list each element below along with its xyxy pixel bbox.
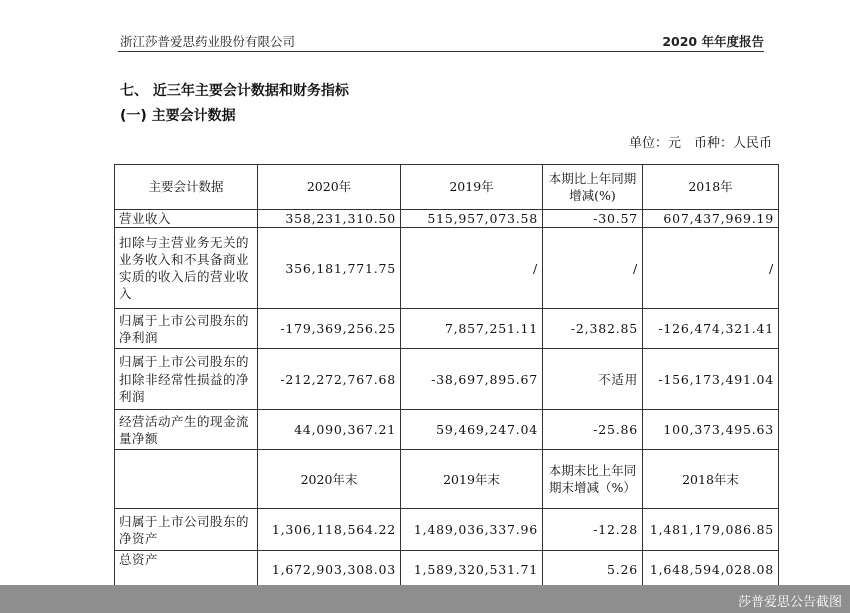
row-label: 归属于上市公司股东的扣除非经常性损益的净利润 (115, 349, 258, 410)
table-cell: 358,231,310.50 (258, 210, 401, 228)
row-label: 归属于上市公司股东的净资产 (115, 509, 258, 551)
table-cell: 59,469,247.04 (401, 410, 543, 450)
table-cell: / (643, 228, 779, 309)
watermark-bar (0, 585, 850, 613)
table-cell: 1,589,320,531.71 (401, 551, 543, 589)
page-header (118, 30, 764, 52)
unit-line: 单位：元 币种：人民币 (628, 136, 772, 151)
table-row (115, 309, 779, 349)
table-cell: -212,272,767.68 (258, 349, 401, 410)
table-cell: 1,481,179,086.85 (643, 509, 779, 551)
table-row (115, 551, 779, 589)
table-row (115, 410, 779, 450)
table-cell: -2,382.85 (543, 309, 643, 349)
table-row (115, 349, 779, 410)
table-cell: / (543, 228, 643, 309)
table-header-row (115, 165, 779, 210)
table-cell: -12.28 (543, 509, 643, 551)
column-header: 2018年末 (643, 450, 779, 509)
accounting-data-table (114, 164, 779, 589)
table-cell: -25.86 (543, 410, 643, 450)
row-label: 总资产 (115, 551, 258, 589)
column-header: 2020年末 (258, 450, 401, 509)
column-header: 本期末比上年同期末增减（%） (543, 450, 643, 509)
table-cell: 5.26 (543, 551, 643, 589)
table-cell: -156,173,491.04 (643, 349, 779, 410)
column-header: 主要会计数据 (115, 165, 258, 210)
column-header: 2020年 (258, 165, 401, 210)
table-cell: 不适用 (543, 349, 643, 410)
column-header: 2018年 (643, 165, 779, 210)
table-cell: 7,857,251.11 (401, 309, 543, 349)
row-label: 经营活动产生的现金流量净额 (115, 410, 258, 450)
table-row (115, 228, 779, 309)
table-cell: 607,437,969.19 (643, 210, 779, 228)
company-name: 浙江莎普爱思药业股份有限公司 (120, 34, 296, 49)
table-cell: 1,648,594,028.08 (643, 551, 779, 589)
table-cell: 100,373,495.63 (643, 410, 779, 450)
table-cell: 515,957,073.58 (401, 210, 543, 228)
table-cell: -126,474,321.41 (643, 309, 779, 349)
table-cell: 1,672,903,308.03 (258, 551, 401, 589)
watermark-text: 莎普爱思公告截图 (737, 595, 842, 610)
column-header (115, 450, 258, 509)
report-title: 2020 年年度报告 (662, 34, 764, 49)
table-cell: 1,306,118,564.22 (258, 509, 401, 551)
table-row (115, 509, 779, 551)
row-label: 扣除与主营业务无关的业务收入和不具备商业实质的收入后的营业收入 (115, 228, 258, 309)
table-row (115, 210, 779, 228)
sub-title: (一) 主要会计数据 (120, 108, 236, 124)
table-cell: -30.57 (543, 210, 643, 228)
table-cell: / (401, 228, 543, 309)
column-header: 2019年 (401, 165, 543, 210)
column-header: 本期比上年同期增减(%) (543, 165, 643, 210)
table-header-row (115, 450, 779, 509)
section-title: 七、 近三年主要会计数据和财务指标 (120, 83, 349, 99)
table-cell: 44,090,367.21 (258, 410, 401, 450)
table-cell: 1,489,036,337.96 (401, 509, 543, 551)
table-cell: -179,369,256.25 (258, 309, 401, 349)
table-cell: -38,697,895.67 (401, 349, 543, 410)
table-cell: 356,181,771.75 (258, 228, 401, 309)
column-header: 2019年末 (401, 450, 543, 509)
row-label: 归属于上市公司股东的净利润 (115, 309, 258, 349)
row-label: 营业收入 (115, 210, 258, 228)
